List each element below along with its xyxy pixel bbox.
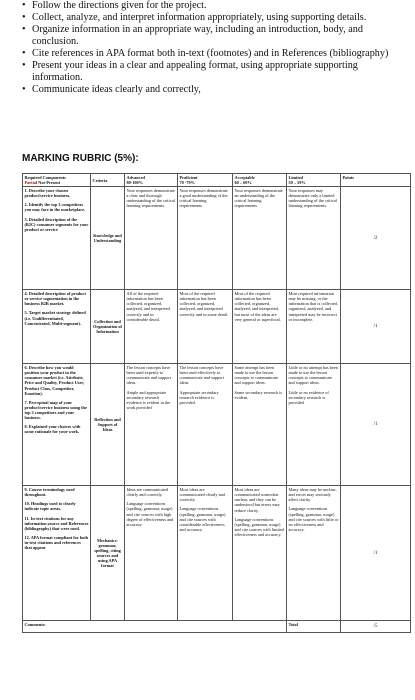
- rubric-row-knowledge: [23, 187, 411, 290]
- row1-criteria: Knowledge and Understanding: [91, 187, 125, 290]
- row1-advanced: Your responses demonstrate a clear and thorough understanding of the critical learning requirements.: [125, 187, 178, 290]
- row3-criteria: Reflection and Support of Ideas: [91, 364, 125, 486]
- limited-header: Limited 50 – 59%: [287, 174, 341, 187]
- row3-components: 6. Describe how you would position your product in the consumer market (i.e. Attribute, Price and Quality, Product User, Product Class, Competitor, Emotion). 7. Perceptual map of your product/service business using the top 3 competitors and your business. 8. Explained your choices with some rationale for your work.: [23, 364, 91, 486]
- row3-acceptable: Some attempt has been made to use the lesson concepts to communicate and support ideas. Some secondary research is evident.: [233, 364, 287, 486]
- row4-advanced: Ideas are communicated clearly and correctly. Language conventions (spelling, grammar, usage) and cite sources with high degree of effectiveness and accuracy.: [125, 486, 178, 621]
- row4-components: 9. Course terminology used throughout. 10. Headings used to clearly indicate topic areas. 11. In-text citations for any information source and References (bibliography) that were used. 12. APA format compliant for both in-text citations and references that appear: [23, 486, 91, 621]
- rubric-row-collection: [23, 290, 411, 364]
- row1-points: /2: [341, 187, 411, 290]
- instruction-item: • Present your ideas in a clear and appealing format, using appropriate supporting information.: [22, 60, 410, 84]
- rubric-header-row: [23, 174, 411, 187]
- row2-limited: Most required information may be missing, or the information that is collected, organized, analyzed, and interpreted may be incorrect or incomplete.: [287, 290, 341, 364]
- acceptable-header: Acceptable 60 – 69%: [233, 174, 287, 187]
- comments-cell: Comments:: [23, 621, 287, 633]
- instruction-item: • Organize information in an appropriate way, including an introduction, body, and conclusion.: [22, 24, 410, 48]
- instruction-item: • Cite references in APA format both in-text (footnotes) and in References (bibliography): [22, 48, 410, 60]
- row4-points: /1: [341, 486, 411, 621]
- instruction-item: • Follow the directions given for the project.: [22, 0, 410, 12]
- instruction-item: • Collect, analyze, and interpret information appropriately, using supporting details.: [22, 12, 410, 24]
- total-points: /5: [341, 621, 411, 633]
- row2-criteria: Collection and Organization of Information: [91, 290, 125, 364]
- rubric-heading: MARKING RUBRIC (5%):: [22, 153, 139, 164]
- row1-proficient: Your responses demonstrate a good understanding of the critical learning requirements.: [178, 187, 233, 290]
- points-header: Points: [341, 174, 411, 187]
- row3-proficient: The lesson concepts have been used effectively to communicate and support ideas. Appropriate secondary research evidence is provided.: [178, 364, 233, 486]
- instructions-list: [22, 0, 410, 96]
- row2-advanced: All of the required information has been collected, organized, analyzed, and interpreted correctly and in considerable detail.: [125, 290, 178, 364]
- row4-limited: Many ideas may be unclear, and errors may seriously affect clarity. Language conventions (spelling, grammar, usage) and cite sources with little or no effectiveness and accuracy.: [287, 486, 341, 621]
- rubric-row-mechanics: [23, 486, 411, 621]
- row2-acceptable: Most of the required information has been collected, organized, analyzed, and interpreted, but most of the ideas are very general or superficial.: [233, 290, 287, 364]
- row2-components: 4. Detailed description of product or service segmentation in the business B2B market. 5. Target market strategy defined (i.e. Undifferentiated, Concentrated, Multi-segment).: [23, 290, 91, 364]
- row1-limited: Your responses may demonstrate only a limited understanding of the critical learning requirements.: [287, 187, 341, 290]
- row3-advanced: The lesson concepts have been used expertly to communicate and support ideas. Ample and appropriate secondary research evidence is evident in the work provided: [125, 364, 178, 486]
- instruction-item: • Communicate ideas clearly and correctly,: [22, 84, 410, 96]
- rubric-row-reflection: [23, 364, 411, 486]
- row1-components: 1. Describe your chosen product/service business. 2. Identify the top 3 competitors you may face in the marketplace. 3. Detailed description of the (B2C) consumer segments for your product or service: [23, 187, 91, 290]
- row4-proficient: Most ideas are communicated clearly and correctly. Language conventions (spelling, grammar, usage) and cite sources with considerable effectiveness and accuracy.: [178, 486, 233, 621]
- row1-acceptable: Your responses demonstrate an understanding of the critical learning requirements.: [233, 187, 287, 290]
- total-label: Total: [287, 621, 341, 633]
- row3-points: /1: [341, 364, 411, 486]
- row2-points: /1: [341, 290, 411, 364]
- marking-rubric-table: [22, 173, 411, 633]
- required-components-header: Required Components Partial Not-Present: [23, 174, 91, 187]
- row3-limited: Little or no attempt has been made to use the lesson concepts to communicate and support ideas. Little or no evidence of secondary research is provided: [287, 364, 341, 486]
- row2-proficient: Most of the required information has been collected, organized, analyzed, and interpreted correctly and in some detail.: [178, 290, 233, 364]
- advanced-header: Advanced 80-100%: [125, 174, 178, 187]
- criteria-header: Criteria: [91, 174, 125, 187]
- proficient-header: Proficient 70 -79%: [178, 174, 233, 187]
- row4-criteria: Mechanics-grammar, spelling, citing sources and using APA format: [91, 486, 125, 621]
- row4-acceptable: Most ideas are communicated somewhat unclear, and they can be understood but errors may reduce clarity. Language conventions (spelling, grammar, usage) and cite sources with limited effectiveness and accuracy.: [233, 486, 287, 621]
- rubric-footer-row: [23, 621, 411, 633]
